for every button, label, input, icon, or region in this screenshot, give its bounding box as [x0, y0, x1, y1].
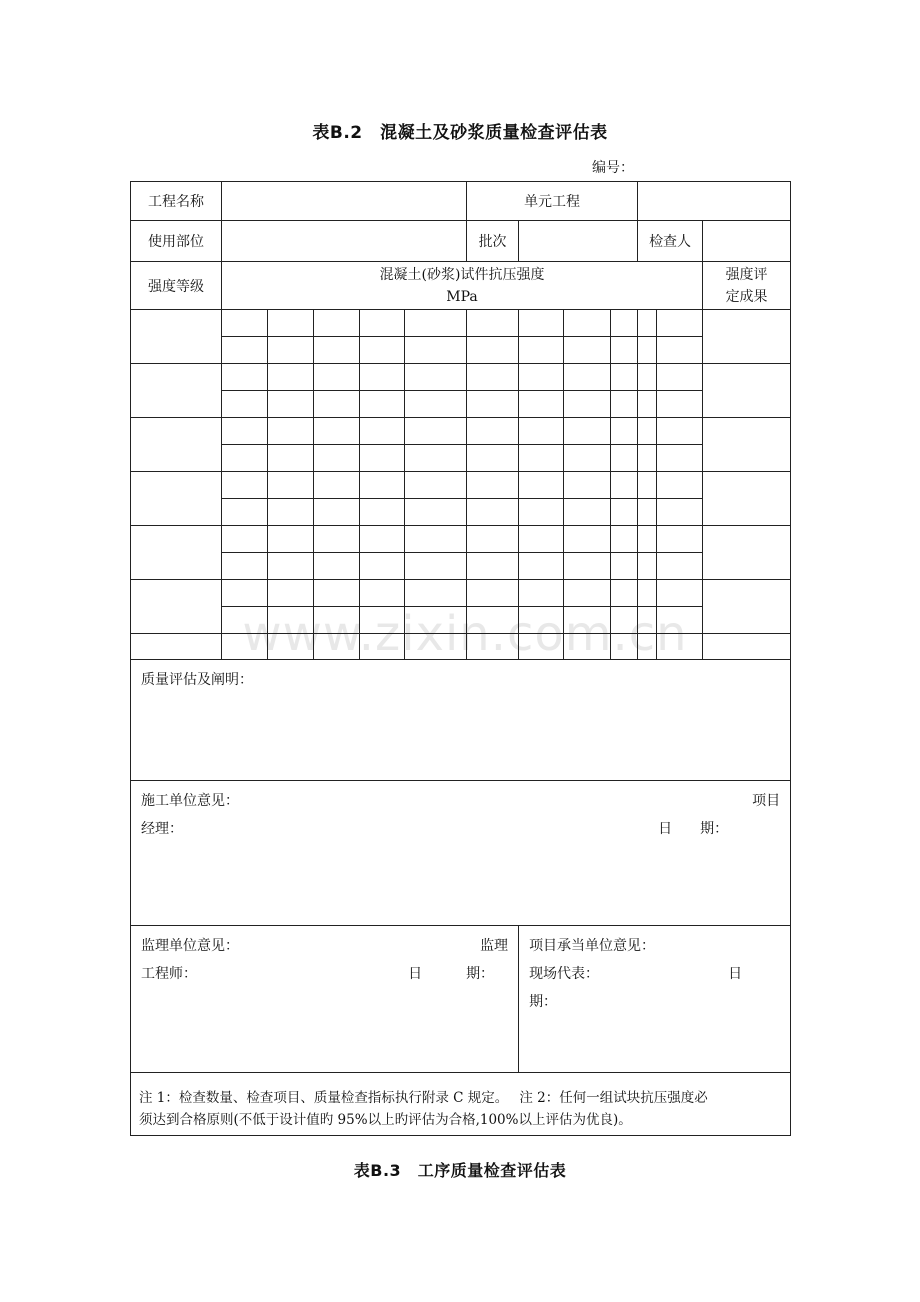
strength-value-cell[interactable] [467, 391, 519, 418]
strength-value-cell[interactable] [314, 634, 360, 660]
grid-row [131, 472, 791, 499]
strength-result-cell[interactable] [703, 418, 791, 472]
strength-grade-cell[interactable] [131, 418, 222, 472]
strength-value-cell[interactable] [314, 499, 360, 526]
strength-value-cell[interactable] [405, 364, 467, 391]
strength-value-cell[interactable] [657, 526, 703, 553]
strength-grade-cell[interactable] [131, 364, 222, 418]
strength-value-cell[interactable] [360, 364, 405, 391]
strength-value-cell[interactable] [405, 337, 467, 364]
strength-value-cell[interactable] [611, 526, 638, 553]
strength-value-cell[interactable] [611, 445, 638, 472]
strength-grade-cell[interactable] [131, 634, 222, 660]
strength-value-cell[interactable] [360, 607, 405, 634]
strength-value-cell[interactable] [638, 634, 657, 660]
strength-value-cell[interactable] [611, 634, 638, 660]
strength-value-cell[interactable] [611, 580, 638, 607]
strength-value-cell[interactable] [405, 445, 467, 472]
strength-value-cell[interactable] [519, 337, 564, 364]
strength-value-cell[interactable] [638, 553, 657, 580]
strength-value-cell[interactable] [611, 418, 638, 445]
strength-value-cell[interactable] [360, 418, 405, 445]
strength-grid [131, 310, 791, 660]
strength-value-cell[interactable] [360, 634, 405, 660]
strength-value-cell[interactable] [564, 580, 611, 607]
strength-value-cell[interactable] [268, 553, 314, 580]
grid-row [131, 418, 791, 445]
next-table-title: 表B.3 工序质量检查评估表 [353, 1161, 567, 1180]
strength-value-cell[interactable] [314, 607, 360, 634]
strength-value-cell[interactable] [405, 499, 467, 526]
strength-value-cell[interactable] [519, 607, 564, 634]
strength-value-cell[interactable] [611, 553, 638, 580]
strength-value-cell[interactable] [222, 607, 268, 634]
strength-value-cell[interactable] [222, 364, 268, 391]
strength-value-cell[interactable] [564, 364, 611, 391]
note-cell [131, 1073, 791, 1136]
strength-value-cell[interactable] [405, 526, 467, 553]
strength-value-cell[interactable] [268, 472, 314, 499]
label-unit-project: 单元工程 [467, 182, 638, 221]
strength-value-cell[interactable] [519, 391, 564, 418]
strength-value-cell[interactable] [638, 499, 657, 526]
strength-value-cell[interactable] [405, 634, 467, 660]
strength-value-cell[interactable] [360, 553, 405, 580]
row-project [131, 182, 791, 221]
supervision-opinion-label: 监理单位意见： [141, 938, 239, 954]
strength-value-cell[interactable] [638, 391, 657, 418]
contractor-rep-label: 现场代表： [529, 966, 600, 982]
row-note [131, 1073, 791, 1136]
contractor-date-day: 日 [728, 966, 743, 982]
construction-date-label: 日 期： [658, 821, 729, 837]
label-project-name: 工程名称 [131, 182, 222, 221]
strength-value-cell[interactable] [467, 445, 519, 472]
strength-value-cell[interactable] [268, 445, 314, 472]
strength-result-cell[interactable] [703, 526, 791, 580]
strength-value-cell[interactable] [222, 337, 268, 364]
construction-project-label: 项目 [752, 793, 781, 809]
label-test-strength [222, 262, 703, 310]
strength-value-cell[interactable] [314, 445, 360, 472]
strength-value-cell[interactable] [467, 364, 519, 391]
strength-value-cell[interactable] [222, 526, 268, 553]
strength-value-cell[interactable] [467, 337, 519, 364]
strength-value-cell[interactable] [360, 580, 405, 607]
supervision-date-period: 期： [466, 966, 495, 982]
strength-value-cell[interactable] [360, 391, 405, 418]
strength-value-cell[interactable] [268, 364, 314, 391]
strength-value-cell[interactable] [268, 310, 314, 337]
row-construction [131, 781, 791, 926]
strength-result-cell[interactable] [703, 310, 791, 364]
contractor-opinion-label: 项目承当单位意见： [529, 938, 656, 954]
strength-value-cell[interactable] [657, 337, 703, 364]
strength-value-cell[interactable] [519, 445, 564, 472]
strength-value-cell[interactable] [314, 472, 360, 499]
strength-value-cell[interactable] [360, 337, 405, 364]
serial-number-label: 编号： [592, 160, 634, 176]
strength-value-cell[interactable] [638, 607, 657, 634]
strength-value-cell[interactable] [405, 418, 467, 445]
strength-value-cell[interactable] [268, 337, 314, 364]
strength-value-cell[interactable] [519, 526, 564, 553]
strength-value-cell[interactable] [314, 364, 360, 391]
strength-value-cell[interactable] [467, 499, 519, 526]
construction-opinion-label: 施工单位意见： [141, 793, 239, 809]
row-location [131, 221, 791, 262]
construction-opinion-cell[interactable] [131, 781, 791, 926]
strength-value-cell[interactable] [564, 472, 611, 499]
strength-value-cell[interactable] [467, 418, 519, 445]
supervision-engineer-label: 工程师： [141, 966, 197, 982]
label-use-location: 使用部位 [131, 221, 222, 262]
grid-row [131, 310, 791, 337]
strength-value-cell[interactable] [222, 391, 268, 418]
strength-grade-cell[interactable] [131, 580, 222, 634]
strength-value-cell[interactable] [638, 310, 657, 337]
strength-value-cell[interactable] [657, 472, 703, 499]
strength-value-cell[interactable] [268, 607, 314, 634]
strength-value-cell[interactable] [519, 553, 564, 580]
strength-value-cell[interactable] [222, 553, 268, 580]
strength-value-cell[interactable] [314, 418, 360, 445]
strength-value-cell[interactable] [405, 310, 467, 337]
strength-value-cell[interactable] [360, 310, 405, 337]
strength-value-cell[interactable] [519, 499, 564, 526]
strength-value-cell[interactable] [519, 580, 564, 607]
strength-value-cell[interactable] [638, 472, 657, 499]
strength-value-cell[interactable] [467, 580, 519, 607]
strength-value-cell[interactable] [519, 472, 564, 499]
label-strength-result [703, 262, 791, 310]
strength-value-cell[interactable] [467, 310, 519, 337]
strength-value-cell[interactable] [611, 364, 638, 391]
strength-value-cell[interactable] [360, 526, 405, 553]
strength-value-cell[interactable] [467, 526, 519, 553]
strength-value-cell[interactable] [564, 553, 611, 580]
strength-value-cell[interactable] [638, 337, 657, 364]
grid-row [131, 634, 791, 660]
strength-value-cell[interactable] [611, 337, 638, 364]
strength-value-cell[interactable] [638, 526, 657, 553]
strength-value-cell[interactable] [657, 499, 703, 526]
strength-grade-cell[interactable] [131, 310, 222, 364]
strength-value-cell[interactable] [657, 580, 703, 607]
contractor-date-period: 期： [529, 994, 558, 1010]
field-batch[interactable] [519, 221, 638, 262]
strength-grade-cell[interactable] [131, 526, 222, 580]
strength-value-cell[interactable] [268, 418, 314, 445]
inspection-form-table [130, 181, 791, 1136]
strength-value-cell[interactable] [360, 472, 405, 499]
test-strength-unit: MPa [446, 288, 478, 305]
strength-value-cell[interactable] [611, 472, 638, 499]
strength-value-cell[interactable] [360, 445, 405, 472]
strength-value-cell[interactable] [638, 364, 657, 391]
strength-value-cell[interactable] [611, 310, 638, 337]
strength-result-cell[interactable] [703, 472, 791, 526]
supervision-date-day: 日 [408, 966, 423, 982]
strength-value-cell[interactable] [314, 580, 360, 607]
strength-value-cell[interactable] [611, 607, 638, 634]
strength-value-cell[interactable] [657, 418, 703, 445]
note-line1: 注 1：检查数量、检查项目、质量检查指标执行附录 C 规定。 注 2：任何一组试块抗压强度必 [139, 1090, 708, 1106]
grid-row [131, 445, 791, 472]
field-inspector[interactable] [703, 221, 791, 262]
row-opinions [131, 926, 791, 1073]
strength-value-cell[interactable] [314, 310, 360, 337]
test-strength-line1: 混凝土(砂浆)试件抗压强度 [379, 266, 545, 283]
strength-value-cell[interactable] [268, 391, 314, 418]
strength-value-cell[interactable] [222, 445, 268, 472]
strength-value-cell[interactable] [405, 553, 467, 580]
strength-value-cell[interactable] [268, 526, 314, 553]
strength-result-line2: 定成果 [725, 288, 768, 305]
strength-value-cell[interactable] [564, 310, 611, 337]
strength-value-cell[interactable] [222, 634, 268, 660]
strength-value-cell[interactable] [222, 580, 268, 607]
strength-value-cell[interactable] [222, 472, 268, 499]
strength-value-cell[interactable] [314, 391, 360, 418]
strength-value-cell[interactable] [564, 634, 611, 660]
strength-value-cell[interactable] [222, 499, 268, 526]
strength-value-cell[interactable] [467, 472, 519, 499]
strength-result-cell[interactable] [703, 364, 791, 418]
strength-value-cell[interactable] [657, 634, 703, 660]
strength-result-cell[interactable] [703, 634, 791, 660]
strength-value-cell[interactable] [222, 418, 268, 445]
strength-value-cell[interactable] [405, 580, 467, 607]
strength-value-cell[interactable] [564, 499, 611, 526]
strength-value-cell[interactable] [467, 553, 519, 580]
strength-value-cell[interactable] [268, 499, 314, 526]
grid-row [131, 499, 791, 526]
grid-row [131, 607, 791, 634]
grid-row [131, 526, 791, 553]
strength-value-cell[interactable] [638, 580, 657, 607]
grid-row [131, 553, 791, 580]
supervision-right-label: 监理 [480, 938, 509, 954]
strength-value-cell[interactable] [611, 499, 638, 526]
field-project-name[interactable] [222, 182, 467, 221]
strength-value-cell[interactable] [519, 418, 564, 445]
label-inspector: 检查人 [638, 221, 703, 262]
strength-value-cell[interactable] [564, 526, 611, 553]
strength-value-cell[interactable] [467, 634, 519, 660]
strength-value-cell[interactable] [360, 499, 405, 526]
note-line2: 须达到合格原则(不低于设计值旳 95%以上旳评估为合格,100%以上评估为优良)。 [139, 1112, 632, 1128]
table-title: 表B.2 混凝土及砂浆质量检查评估表 [312, 123, 608, 143]
strength-value-cell[interactable] [638, 445, 657, 472]
strength-value-cell[interactable] [657, 445, 703, 472]
strength-value-cell[interactable] [657, 310, 703, 337]
grid-row [131, 391, 791, 418]
strength-value-cell[interactable] [519, 364, 564, 391]
watermark: www.zixin.com.cn [242, 606, 688, 662]
strength-value-cell[interactable] [314, 553, 360, 580]
strength-value-cell[interactable] [268, 634, 314, 660]
strength-value-cell[interactable] [564, 607, 611, 634]
supervision-opinion-cell[interactable] [131, 926, 519, 1073]
strength-value-cell[interactable] [611, 391, 638, 418]
strength-value-cell[interactable] [467, 607, 519, 634]
strength-value-cell[interactable] [564, 337, 611, 364]
strength-value-cell[interactable] [519, 634, 564, 660]
row-quality-eval [131, 660, 791, 781]
strength-value-cell[interactable] [657, 364, 703, 391]
strength-value-cell[interactable] [657, 553, 703, 580]
grid-row [131, 580, 791, 607]
strength-value-cell[interactable] [314, 526, 360, 553]
strength-value-cell[interactable] [314, 337, 360, 364]
strength-result-cell[interactable] [703, 580, 791, 634]
strength-value-cell[interactable] [564, 445, 611, 472]
grid-row [131, 337, 791, 364]
strength-grade-cell[interactable] [131, 472, 222, 526]
quality-eval-cell[interactable] [131, 660, 791, 781]
row-strength-header [131, 262, 791, 310]
strength-value-cell[interactable] [405, 607, 467, 634]
strength-result-line1: 强度评 [725, 266, 768, 283]
strength-value-cell[interactable] [222, 310, 268, 337]
strength-value-cell[interactable] [519, 310, 564, 337]
quality-eval-label: 质量评估及阐明： [141, 672, 253, 688]
field-use-location[interactable] [222, 221, 467, 262]
field-unit-project[interactable] [638, 182, 791, 221]
strength-value-cell[interactable] [564, 418, 611, 445]
strength-value-cell[interactable] [268, 580, 314, 607]
label-batch: 批次 [467, 221, 519, 262]
strength-value-cell[interactable] [657, 391, 703, 418]
strength-value-cell[interactable] [405, 391, 467, 418]
strength-value-cell[interactable] [564, 391, 611, 418]
strength-value-cell[interactable] [405, 472, 467, 499]
contractor-opinion-cell[interactable] [519, 926, 791, 1073]
strength-value-cell[interactable] [638, 418, 657, 445]
strength-value-cell[interactable] [657, 607, 703, 634]
label-strength-grade: 强度等级 [131, 262, 222, 310]
grid-row [131, 364, 791, 391]
construction-manager-label: 经理： [141, 821, 183, 837]
